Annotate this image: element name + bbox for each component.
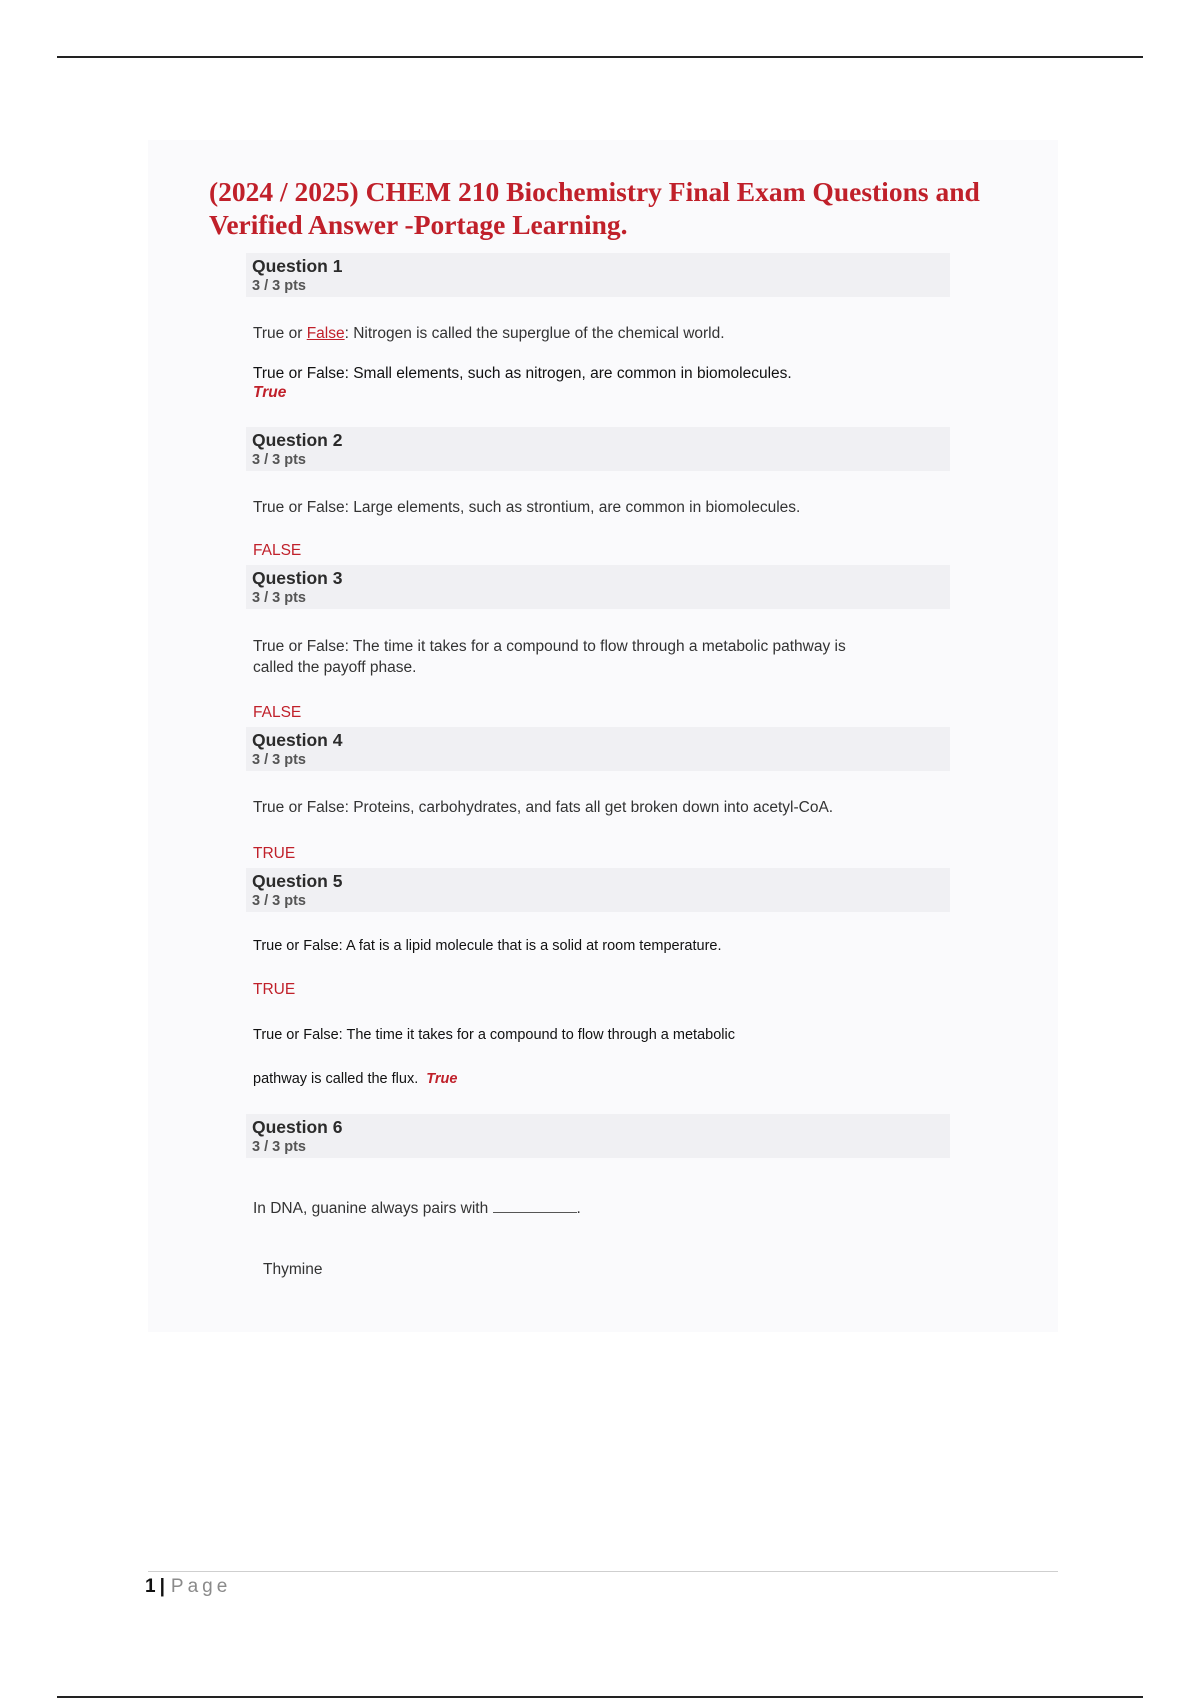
question-1-text-2: True or False: Small elements, such as nitrogen, are common in biomolecules. <box>253 365 792 382</box>
question-3-header <box>246 565 950 609</box>
question-2-title: Question 2 <box>252 430 343 450</box>
page-number: 1 <box>145 1576 156 1597</box>
question-5-header <box>246 868 950 912</box>
question-5-answer: TRUE <box>253 981 296 998</box>
question-1-points: 3 / 3 pts <box>252 278 306 294</box>
question-1-false-link[interactable]: False <box>306 325 345 342</box>
question-3-text-line-1: True or False: The time it takes for a compound to flow through a metabolic pathway is <box>253 638 846 655</box>
question-6-points: 3 / 3 pts <box>252 1139 306 1155</box>
question-2-text: True or False: Large elements, such as strontium, are common in biomolecules. <box>253 499 801 516</box>
question-5-extra-answer: True <box>426 1071 458 1087</box>
question-4-points: 3 / 3 pts <box>252 752 306 768</box>
question-4-header <box>246 727 950 771</box>
question-1-text-suffix: : Nitrogen is called the superglue of the chemical world. <box>344 325 725 342</box>
question-3-text <box>253 636 953 678</box>
bottom-rule <box>57 1696 1143 1698</box>
question-3-points: 3 / 3 pts <box>252 590 306 606</box>
question-1-answer-2: True <box>253 384 287 401</box>
question-6-text <box>253 1198 953 1219</box>
page-word: Page <box>170 1576 232 1597</box>
question-5-extra-line-2 <box>253 1069 953 1090</box>
question-4-answer: TRUE <box>253 845 296 862</box>
question-6-answer: Thymine <box>263 1261 323 1278</box>
page-footer <box>145 1576 231 1598</box>
question-3-text-line-2: called the payoff phase. <box>253 659 417 676</box>
document-title: (2024 / 2025) CHEM 210 Biochemistry Final Exam Questions and Verified Answer -Portage Learning. <box>209 176 980 240</box>
page-separator: | <box>159 1576 165 1597</box>
question-6-text-prefix: In DNA, guanine always pairs with <box>253 1200 493 1217</box>
question-2-header <box>246 427 950 471</box>
question-3-title: Question 3 <box>252 568 343 588</box>
question-2-points: 3 / 3 pts <box>252 452 306 468</box>
question-5-text: True or False: A fat is a lipid molecule that is a solid at room temperature. <box>253 938 722 954</box>
top-rule <box>57 56 1143 58</box>
question-1-text <box>253 323 953 344</box>
question-1-header <box>246 253 950 297</box>
question-5-extra-line-1: True or False: The time it takes for a compound to flow through a metabolic <box>253 1027 735 1043</box>
question-6-header <box>246 1114 950 1158</box>
question-1-text-prefix: True or <box>253 325 307 342</box>
question-6-title: Question 6 <box>252 1117 343 1137</box>
question-6-text-suffix: . <box>576 1200 581 1217</box>
question-6-blank <box>493 1198 577 1213</box>
footer-rule <box>148 1571 1058 1572</box>
question-4-text: True or False: Proteins, carbohydrates, and fats all get broken down into acetyl-CoA. <box>253 799 834 816</box>
question-3-answer: FALSE <box>253 704 302 721</box>
question-1-title: Question 1 <box>252 256 343 276</box>
question-5-title: Question 5 <box>252 871 343 891</box>
question-5-extra-line-2-text: pathway is called the flux. <box>253 1071 419 1087</box>
question-5-points: 3 / 3 pts <box>252 893 306 909</box>
question-4-title: Question 4 <box>252 730 343 750</box>
question-2-answer: FALSE <box>253 542 302 559</box>
